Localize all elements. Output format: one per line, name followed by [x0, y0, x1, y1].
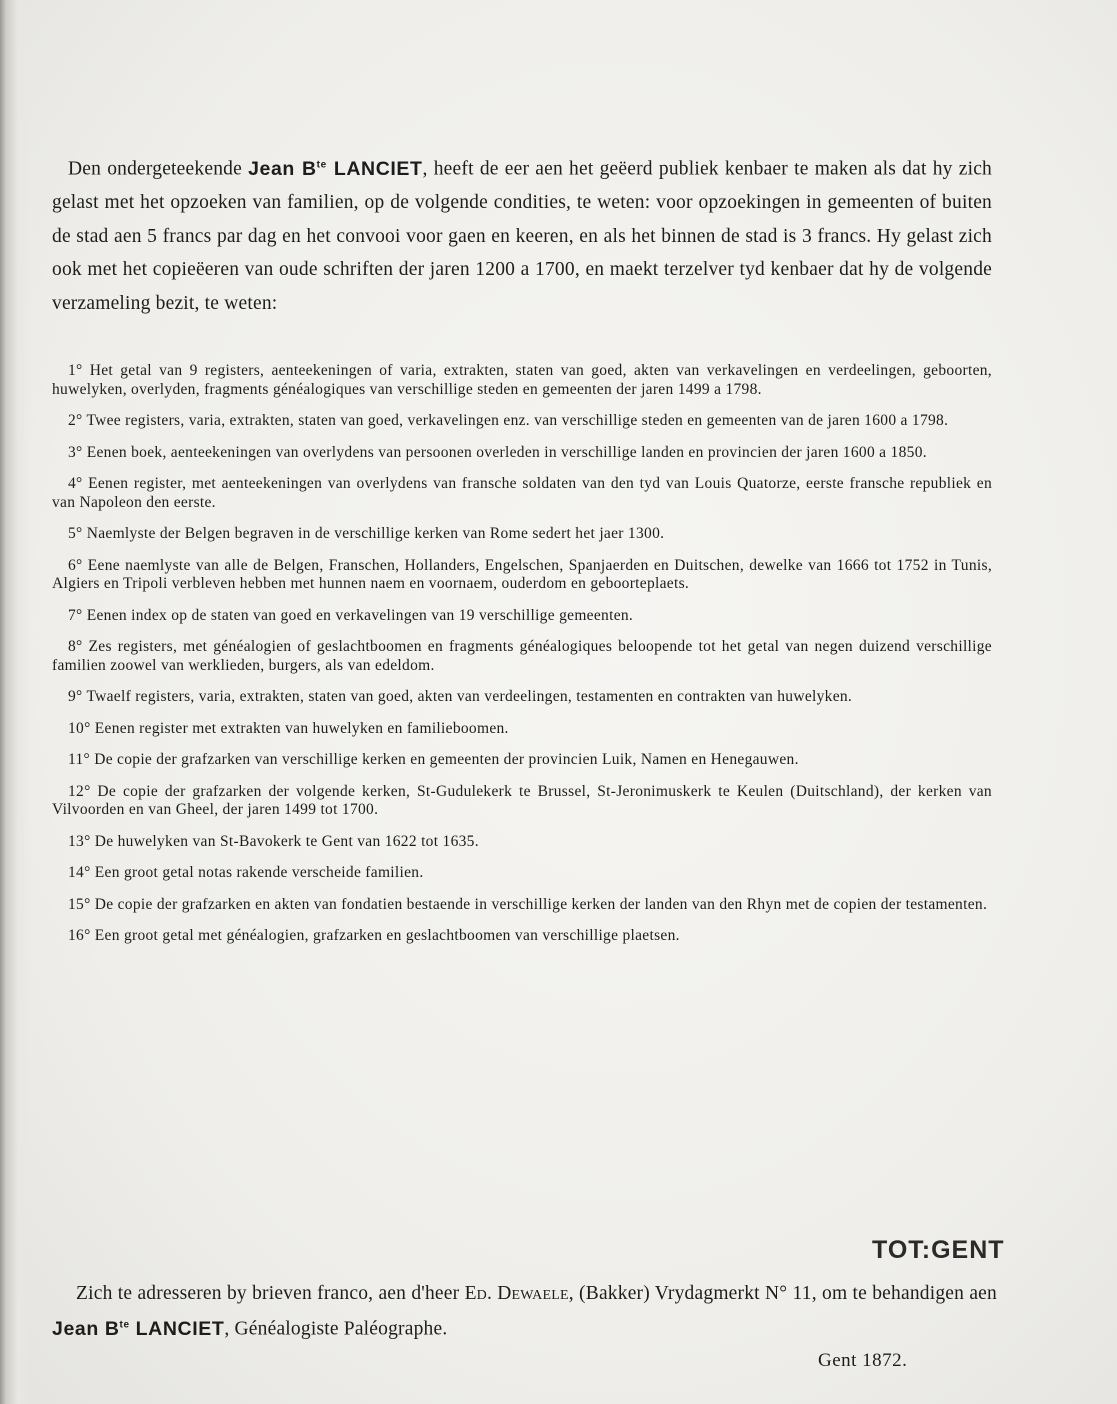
- list-item: 6° Eene naemlyste van alle de Belgen, Franschen, Hollanders, Engelschen, Spanjaerden en Duitschen, dewelke van 1666 tot 1752 in Tunis, Algiers en Tripoli verbleven hebben met hunnen naem en voornaem, ouderdom en geboorteplaets.: [52, 556, 992, 592]
- intro-name: [248, 158, 422, 180]
- name-last: LANCIET: [326, 157, 423, 180]
- list-item: 8° Zes registers, met généalogien of geslachtboomen en fragments généalogiques beloopende tot het getal van negen duizend verschillige familien zoowel van werklieden, burgers, als van edeldom.: [52, 638, 992, 674]
- name-superscript: te: [119, 1319, 130, 1330]
- address-contact-name: Ed. Dewaele: [464, 1283, 569, 1304]
- list-item: 4° Eenen register, met aenteekeningen van overlydens van fransche soldaten van den tyd van Louis Quatorze, eerste fransche republiek en van Napoleon den eerste.: [52, 475, 992, 511]
- list-item: 15° De copie der grafzarken en akten van fondatien bestaende in verschillige kerken der landen van den Rhyn met de copien der testamenten.: [68, 895, 988, 913]
- list-item: 3° Eenen boek, aenteekeningen van overlydens van persoonen overleden in verschillige landen en provincien der jaren 1600 a 1850.: [68, 443, 927, 461]
- list-item: 1° Het getal van 9 registers, aenteekeningen of varia, extrakten, staten van goed, akten van verkavelingen en verdeelingen, geboorten, huwelyken, overlyden, fragments généalogiques van verschillige steden en gemeenten der jaren 1499 a 1798.: [52, 362, 992, 398]
- name-first: Jean B: [52, 1317, 120, 1340]
- list-item: 9° Twaelf registers, varia, extrakten, staten van goed, akten van verdeelingen, testamenten en contrakten van huwelyken.: [68, 688, 853, 705]
- list-item: 16° Een groot getal met généalogien, grafzarken en geslachtboomen van verschillige plaetsen.: [68, 927, 680, 944]
- name-first: Jean B: [248, 157, 317, 180]
- address-text-1: Zich te adresseren by brieven franco, aen d'heer: [76, 1283, 465, 1304]
- address-name: [52, 1318, 224, 1340]
- collection-list: [52, 362, 992, 959]
- address-text-2: , (Bakker) Vrydagmerkt N° 11, om te behandigen aen: [568, 1283, 997, 1304]
- intro-text-2: , heeft de eer aen het geëerd publiek kenbaer te maken als dat hy zich gelast met het opzoeken van familien, op de volgende condities, te weten: voor opzoekingen in gemeenten of buiten de stad aen 5 francs par dag en het convooi voor gaen en keeren, en als het binnen de stad is 3 francs. Hy gelast zich ook met het copieëeren van oude schriften der jaren 1200 a 1700, en maekt terzelver tyd kenbaer dat hy de volgende verzameling bezit, te weten:: [52, 158, 993, 314]
- list-item: 13° De huwelyken van St-Bavokerk te Gent van 1622 tot 1635.: [68, 832, 479, 850]
- place-date: Gent 1872.: [818, 1350, 908, 1371]
- list-item: 5° Naemlyste der Belgen begraven in de verschillige kerken van Rome sedert het jaer 1300.: [68, 525, 665, 542]
- list-item: 10° Eenen register met extrakten van huwelyken en familieboomen.: [68, 719, 509, 737]
- list-item: 7° Eenen index op de staten van goed en verkavelingen van 19 verschillige gemeenten.: [68, 606, 634, 624]
- ink-stamp: TOT:GENT: [872, 1236, 1005, 1264]
- name-last: LANCIET: [129, 1317, 225, 1340]
- list-item: 14° Een groot getal notas rakende verscheide familien.: [68, 864, 424, 881]
- intro-text-1: Den ondergeteekende: [68, 158, 249, 180]
- intro-paragraph: [52, 148, 992, 320]
- address-text-3: , Généalogiste Paléographe.: [224, 1318, 448, 1340]
- list-item: 11° De copie der grafzarken van verschillige kerken en gemeenten der provincien Luik, Namen en Henegauwen.: [68, 751, 799, 768]
- list-item: 2° Twee registers, varia, extrakten, staten van goed, verkavelingen enz. van verschillige steden en gemeenten van de jaren 1600 a 1798.: [68, 412, 949, 429]
- binding-edge: [0, 0, 30, 1404]
- list-item: 12° De copie der grafzarken der volgende kerken, St-Gudulekerk te Brussel, St-Jeronimuskerk te Keulen (Duitschland), der kerken van Vilvoorden en van Gheel, der jaren 1499 tot 1700.: [52, 782, 992, 818]
- name-superscript: te: [316, 159, 327, 170]
- address-paragraph: [52, 1278, 997, 1345]
